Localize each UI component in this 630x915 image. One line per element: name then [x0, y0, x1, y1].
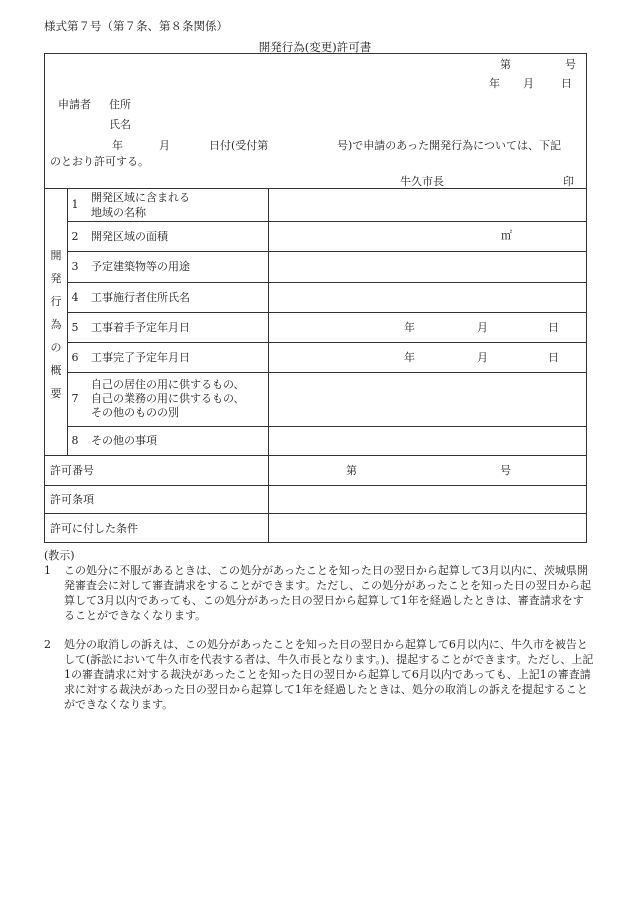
row-7-number: 7	[71, 392, 79, 405]
row-divider	[67, 312, 586, 313]
row-5-day: 日	[548, 321, 559, 334]
section-divider	[45, 455, 586, 456]
row-divider	[67, 342, 586, 343]
row-1-number: 1	[71, 198, 79, 211]
permit-attached-conditions-label: 許可に付した条件	[50, 522, 138, 535]
row-divider	[67, 282, 586, 283]
row-5-label: 工事着手予定年月日	[91, 321, 190, 334]
row-5-month: 月	[477, 321, 488, 334]
row-1-label-line2: 地域の名称	[91, 206, 146, 219]
side-char: 発	[50, 272, 62, 285]
side-char: 要	[50, 387, 62, 400]
row-2-label: 開発区域の面積	[91, 230, 168, 243]
body-line2-text: のとおり許可する。	[50, 155, 149, 168]
row-6-label: 工事完了予定年月日	[91, 351, 190, 364]
permit-number-dai: 第	[346, 464, 357, 477]
side-char: の	[50, 341, 62, 354]
area-unit: ㎡	[501, 229, 512, 242]
doc-date-year: 年	[489, 77, 500, 90]
permit-number-label: 許可番号	[50, 464, 94, 477]
doc-number-go: 号	[565, 58, 576, 71]
row-2-number: 2	[71, 230, 79, 243]
permit-number-go: 号	[500, 464, 511, 477]
seal-mark: 印	[563, 175, 574, 188]
row-divider	[67, 372, 586, 373]
document-title: 開発行為(変更)許可書	[258, 40, 372, 54]
row-divider	[45, 485, 586, 486]
doc-date-day: 日	[561, 77, 572, 90]
row-divider	[67, 426, 586, 427]
doc-number-dai: 第	[500, 58, 511, 71]
row-7-label-line3: その他のものの別	[91, 406, 179, 419]
row-3-number: 3	[71, 260, 79, 273]
permit-form-frame	[44, 53, 587, 543]
side-char: 為	[50, 318, 62, 331]
row-8-number: 8	[71, 434, 79, 447]
side-char: 概	[50, 364, 62, 377]
body-line1-text: 号)で申請のあった開発行為については、下記	[337, 139, 561, 152]
row-divider	[67, 251, 586, 252]
row-7-label-line1: 自己の居住の用に供するもの、	[91, 378, 245, 391]
row-divider	[67, 221, 586, 222]
row-8-label: その他の事項	[91, 434, 157, 447]
row-6-year: 年	[404, 351, 415, 364]
note-2-text: 処分の取消しの訴えは、この処分があったことを知った日の翌日から起算して6月以内に、牛久市を被告として(訴訟において牛久市を代表する者は、牛久市長となります。)、提起することができます。ただし、上記1の審査請求に対する裁決があったことを知った日の翌日から起算して6月以内であっても、上記1の審査請求に対する裁決があった日の翌日から起算して1年を経過したときは、処分の取消しの訴えを提起することができなくなります。	[64, 638, 594, 711]
note-1-text: この処分に不服があるときは、この処分があったことを知った日の翌日から起算して3月以内に、茨城県開発審査会に対して審査請求をすることができます。ただし、この処分があったことを知った日の翌日から起算して3月以内であっても、この処分があった日の翌日から起算して1年を経過したときは、審査請求をすることができなくなります。	[64, 564, 592, 622]
row-divider	[45, 513, 586, 514]
form-label: 様式第７号（第７条、第８条関係）	[44, 19, 228, 33]
row-6-month: 月	[477, 351, 488, 364]
row-5-number: 5	[71, 321, 79, 334]
notes-heading: (教示)	[44, 549, 75, 562]
body-year: 年	[112, 139, 123, 152]
side-char: 開	[50, 249, 62, 262]
row-5-year: 年	[404, 321, 415, 334]
applicant-address-label: 住所	[109, 98, 131, 111]
note-1-number: 1	[44, 564, 51, 577]
mayor-label: 牛久市長	[400, 175, 444, 188]
applicant-label: 申請者	[58, 98, 91, 111]
header-divider	[45, 188, 586, 189]
doc-date-month: 月	[523, 77, 534, 90]
notes-section	[44, 548, 594, 712]
note-item-1	[44, 563, 594, 623]
side-char: 行	[50, 295, 62, 308]
row-6-number: 6	[71, 351, 79, 364]
row-3-label: 予定建築物等の用途	[91, 260, 190, 273]
permit-conditions-label: 許可条項	[50, 493, 94, 506]
row-1-label-line1: 開発区域に含まれる	[91, 191, 190, 204]
note-item-2	[44, 637, 594, 712]
body-month: 月	[159, 139, 170, 152]
applicant-name-label: 氏名	[109, 118, 131, 131]
note-spacer	[44, 623, 594, 637]
note-2-number: 2	[44, 638, 51, 651]
row-4-number: 4	[71, 291, 79, 304]
row-4-label: 工事施行者住所氏名	[91, 291, 190, 304]
row-7-label-line2: 自己の業務の用に供するもの、	[91, 392, 245, 405]
row-6-day: 日	[548, 351, 559, 364]
body-line1-date: 日付(受付第	[209, 139, 269, 152]
value-column-divider	[268, 188, 269, 542]
